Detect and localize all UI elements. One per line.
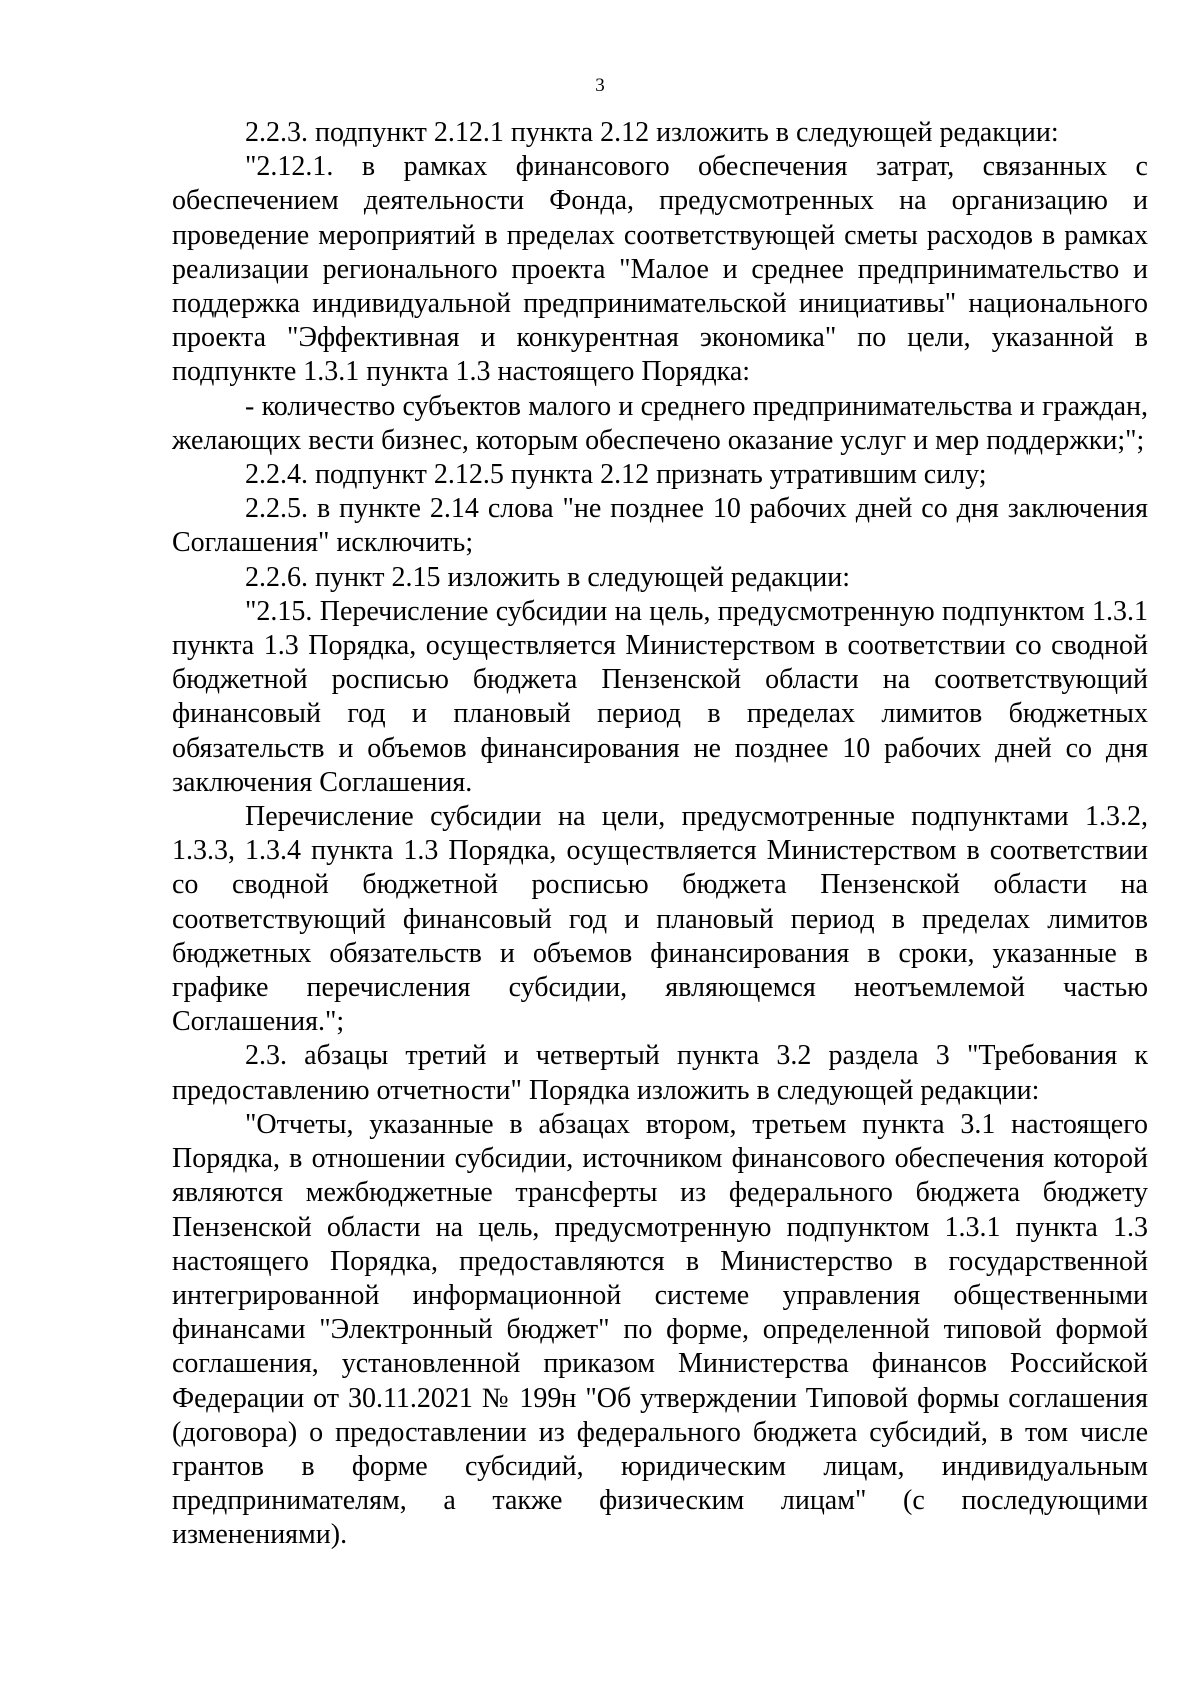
document-body [172,116,1148,1553]
paragraph: 2.2.4. подпункт 2.12.5 пункта 2.12 признать утратившим силу; [245,459,987,491]
paragraph: 2.2.6. пункт 2.15 изложить в следующей редакции: [245,561,850,593]
paragraph: - количество субъектов малого и среднего предпринимательства и граждан, желающих вести бизнес, которым обеспечено оказание услуг и мер поддержки;"; [172,390,1148,456]
paragraph: "2.12.1. в рамках финансового обеспечения затрат, связанных с обеспечением деятельности Фонда, предусмотренных на организацию и проведение мероприятий в пределах соответствующей сметы расходов в рамках реализации регионального проекта "Малое и среднее предпринимательство и поддержка индивидуальной предпринимательской инициативы" национального проекта "Эффективная и конкурентная экономика" по цели, указанной в подпункте 1.3.1 пункта 1.3 настоящего Порядка: [172,151,1148,388]
page-number: 3 [595,75,605,96]
paragraph: "2.15. Перечисление субсидии на цель, предусмотренную подпунктом 1.3.1 пункта 1.3 Порядка, осуществляется Министерством в соответствии со сводной бюджетной росписью бюджета Пензенской области на соответствующий финансовый год и плановый период в пределах лимитов бюджетных обязательств и объемов финансирования не позднее 10 рабочих дней со дня заключения Соглашения. [172,595,1148,798]
paragraph: Перечисление субсидии на цели, предусмотренные подпунктами 1.3.2, 1.3.3, 1.3.4 пункта 1.3 Порядка, осуществляется Министерством в соответствии со сводной бюджетной росписью бюджета Пензенской области на соответствующий финансовый год и плановый период в пределах лимитов бюджетных обязательств и объемов финансирования в сроки, указанные в графике перечисления субсидии, являющемся неотъемлемой частью Соглашения."; [172,801,1148,1038]
paragraph: 2.2.3. подпункт 2.12.1 пункта 2.12 изложить в следующей редакции: [245,117,1059,148]
paragraph: 2.3. абзацы третий и четвертый пункта 3.2 раздела 3 "Требования к предоставлению отчетности" Порядка изложить в следующей редакции: [172,1040,1148,1106]
paragraph: 2.2.5. в пункте 2.14 слова "не позднее 10 рабочих дней со дня заключения Соглашения" исключить; [172,493,1148,559]
paragraph: "Отчеты, указанные в абзацах втором, третьем пункта 3.1 настоящего Порядка, в отношении субсидии, источником финансового обеспечения которой являются межбюджетные трансферты из федерального бюджета бюджету Пензенской области на цель, предусмотренную подпунктом 1.3.1 пункта 1.3 настоящего Порядка, предоставляются в Министерство в государственной интегрированной информационной системе управления общественными финансами "Электронный бюджет" по форме, определенной типовой формой соглашения, установленной приказом Министерства финансов Российской Федерации от 30.11.2021 № 199н "Об утверждении Типовой формы соглашения (договора) о предоставлении из федерального бюджета субсидий, в том числе грантов в форме субсидий, юридическим лицам, индивидуальным предпринимателям, а также физическим лицам" (с последующими изменениями). [172,1108,1148,1551]
